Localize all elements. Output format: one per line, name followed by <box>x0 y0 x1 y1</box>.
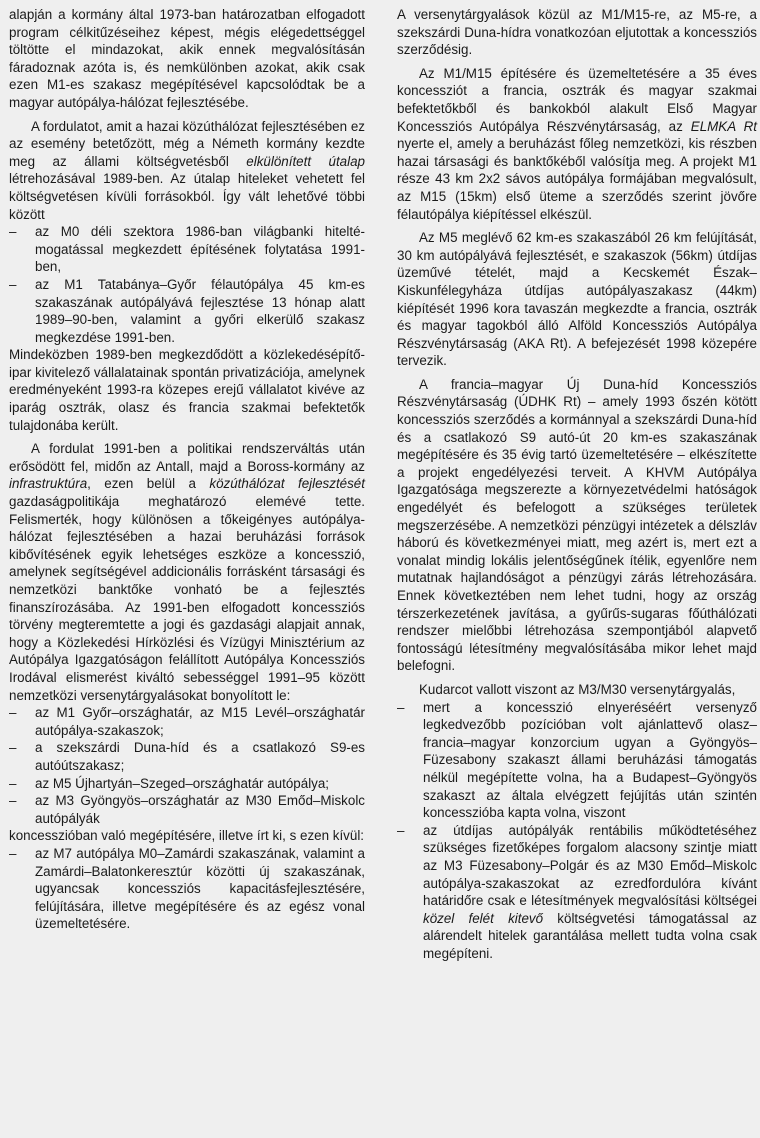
paragraph: A francia–magyar Új Duna-híd Koncessziós Részvénytársaság (ÚDHK Rt) – amely 1993 őszén kötött koncessziós szerződés a kormánnyal a szekszárdi Duna-híd és a csatlakozó S9 autó-út 20 km-es szakaszának megépítésére és 35 évig tartó üzemeltetésére – elkészítette a projekt engedélyezési terveit. A KHVM Autópálya Igazgatósága megszerezte a környezetvédelmi hatóságok engedélyét és befelogott a szükséges területek megszerzésébe. A nemzetközi pénzügyi intézetek a délszláv háború és következményei miatt, meg azért is, mert ezt a vonalat mindig lokális jelentőségűnek ítélik, egyenlőre nem mutatnak hajlandóságot a pénzügyi zárás létrehozására. Ennek következtében nem lehet tudni, hogy az ország térszerkezetének javítása, a gyűrűs-sugaras főúthálózati rendszer mielőbbi létrehozása szempontjából alapvető fontosságú létesítmény megvalósításába mikor lehet majd belefogni. <box>397 376 757 674</box>
text-run: A fordulat 1991-ben a politikai rendszerváltás után erősödött fel, midőn az Antall, majd a Boross-kormány az <box>9 441 365 474</box>
dash-list <box>9 223 365 346</box>
text-run: A fordulatot, amit a hazai közúthálózat fejlesztésében ez az esemény betetőzött, még a Németh kormány kezdte meg az állami költségvetésből <box>9 118 365 169</box>
text-run: nyerte el, amely a beruházást főleg nemzetközi, kis részben hazai társasági és banktőkéből valósítja meg. A projekt M1 része 43 km 2x2 sávos autópálya formájában megvalósult, az M15 (15km) első üteme a szerződés szerint jövőre félautópálya kiépítéssel elkészül. <box>397 136 757 222</box>
text-run: az útdíjas autópályák rentábilis működtetéséhez szükséges fizetőképes forgalom alacsony szintje miatt az M3 Füzesabony–Polgár és az M30 Emőd–Miskolc autópálya-szakaszokat az ezredfordulóra kívánt határidőre csak e létesítmények megvalósítási költségei <box>423 822 757 909</box>
paragraph: A versenytárgyalások közül az M1/M15-re, az M5-re, a szekszárdi Duna-hídra vonatkozóan eljutottak a koncessziós szerződésig. <box>397 7 757 58</box>
paragraph <box>9 118 365 224</box>
left-column <box>9 6 365 933</box>
emphasis-text: közel felét kitevő <box>423 910 544 926</box>
list-item: – az M0 déli szektora 1986-ban világbanki hitelté-mogatással megkezdett építésének folytatása 1991-ben, <box>9 223 365 276</box>
text-run: költségvetési támogatással az alárendelt hitelek garantálása mellett tudta volna csak megépíteni. <box>423 910 758 961</box>
paragraph: koncesszióban való megépítésére, illetve írt ki, s ezen kívül: <box>9 828 365 844</box>
dash-list <box>9 704 365 827</box>
paragraph: Mindeközben 1989-ben megkezdődött a közlekedésépítő-ipar kivitelező vállalatainak spontán privatizációja, amelynek eredményeként 1993-ra közepes erejű vállalatot kivéve az iparág osztrák, olasz és francia szakmai befektetők tulajdonába került. <box>9 347 365 433</box>
emphasis-text: infrastruktúra <box>9 476 88 492</box>
paragraph <box>9 440 365 704</box>
list-item <box>397 822 757 963</box>
emphasis-text: ELMKA Rt <box>690 118 757 134</box>
dash-list <box>9 845 365 933</box>
paragraph <box>397 65 757 223</box>
list-item: – az M5 Újhartyán–Szeged–országhatár autópálya; <box>9 775 365 793</box>
list-item: – az M7 autópálya M0–Zamárdi szakaszának, valamint a Zamárdi–Balatonkeresztúr közötti új szakaszának, ugyancsak koncessziós kapacitásfejlesztésére, felújítására, illetve megépítésére és az egész vonal üzemeltetésére. <box>9 845 365 933</box>
emphasis-text: elkülönített útalap <box>246 153 365 169</box>
text-run: , ezen belül a <box>87 476 210 492</box>
right-column <box>397 6 757 962</box>
list-item: – az M3 Gyöngyös–országhatár az M30 Emőd–Miskolc autópályák <box>9 792 365 827</box>
list-item: – az M1 Tatabánya–Győr félautópálya 45 km-es szakaszának autópályává fejlesztése 13 hónap alatt 1989–90-ben, valamint a győri elkerülő szakasz megkezdése 1991-ben. <box>9 276 365 346</box>
paragraph: Az M5 meglévő 62 km-es szakaszából 26 km felújítását, 30 km autópályává fejlesztését, e szakaszok (56km) útdíjas üzeművé tételét, majd a Kecskemét Észak–Kiskunfélegyháza útdíjas autópályaszakasz (44km) kiépítését 1996 kora tavaszán megkezdte a francia, osztrák és magyar tagokból álló Alföld Koncessziós Autópálya Részvénytársaság (AKA Rt). A befejezését 1998 közepére tervezik. <box>397 230 757 369</box>
list-item: – a szekszárdi Duna-híd és a csatlakozó S9-es autóútszakasz; <box>9 739 365 774</box>
list-item: – mert a koncesszió elnyeréséért versenyző legkedvezőbb pozícióban volt ajánlattevő olasz–francia–magyar konzorcium ugyan a Gyöngyös–Füzesabony szakaszt állami beruházási támogatás nélkül megépítette volna, ha a Budapest–Gyöngyös szakaszt az általa elvégzett fejújítás után szintén koncesszióba kapta volna, viszont <box>397 699 757 822</box>
text-run: létrehozásával 1989-ben. Az útalap hiteleket vehetett fel költségvetésen kívüli forrásokból. Így vált lehetővé többi között <box>9 171 365 222</box>
paragraph: Kudarcot vallott viszont az M3/M30 versenytárgyalás, <box>419 681 736 697</box>
emphasis-text: közúthálózat fejlesztését <box>209 476 365 492</box>
text-run: Az M1/M15 építésére és üzemeltetésére a 35 éves koncessziót a francia, osztrák és magyar szakmai befektetőkből és bankokból alakult Első Magyar Koncessziós Autópálya Részvénytársaság, az <box>397 65 757 134</box>
dash-list <box>397 699 757 963</box>
list-item: – az M1 Győr–országhatár, az M15 Levél–országhatár autópálya-szakaszok; <box>9 704 365 739</box>
paragraph: alapján a kormány által 1973-ban határozatban elfogadott program célkitűzéseihez képest, mégis elégedettséggel töltötte el mindazokat, akik ennek megvalósításán fáradoznak azóta is, és nemkülönben azokat, akik csak ezen M1-es szakasz megépítésével kapcsolódtak be a magyar autópálya-hálózat fejlesztésébe. <box>9 7 365 110</box>
text-run: gazdaságpolitikája meghatározó elemévé tette. Felismerték, hogy különösen a tőkeigényes autópálya-hálózat fejlesztésében a hazai beruházási források kibővítésének egyik lehetséges eszköze a koncesszió, amelynek segítségével addicionális forrásként társasági és nemzetközi banktőke vonható be a fejlesztés finanszírozásába. Az 1991-ben elfogadott koncessziós törvény megteremtette a jogi és gazdasági alapjait annak, hogy a Közlekedési Hírközlési és Vízügyi Minisztérium az Autópálya Igazgatóságon felállított Autópálya Koncessziós Irodával elismerést kiváltó sebességgel 1991–95 között nemzetközi versenytárgyalásokat bonyolított le: <box>9 494 365 703</box>
